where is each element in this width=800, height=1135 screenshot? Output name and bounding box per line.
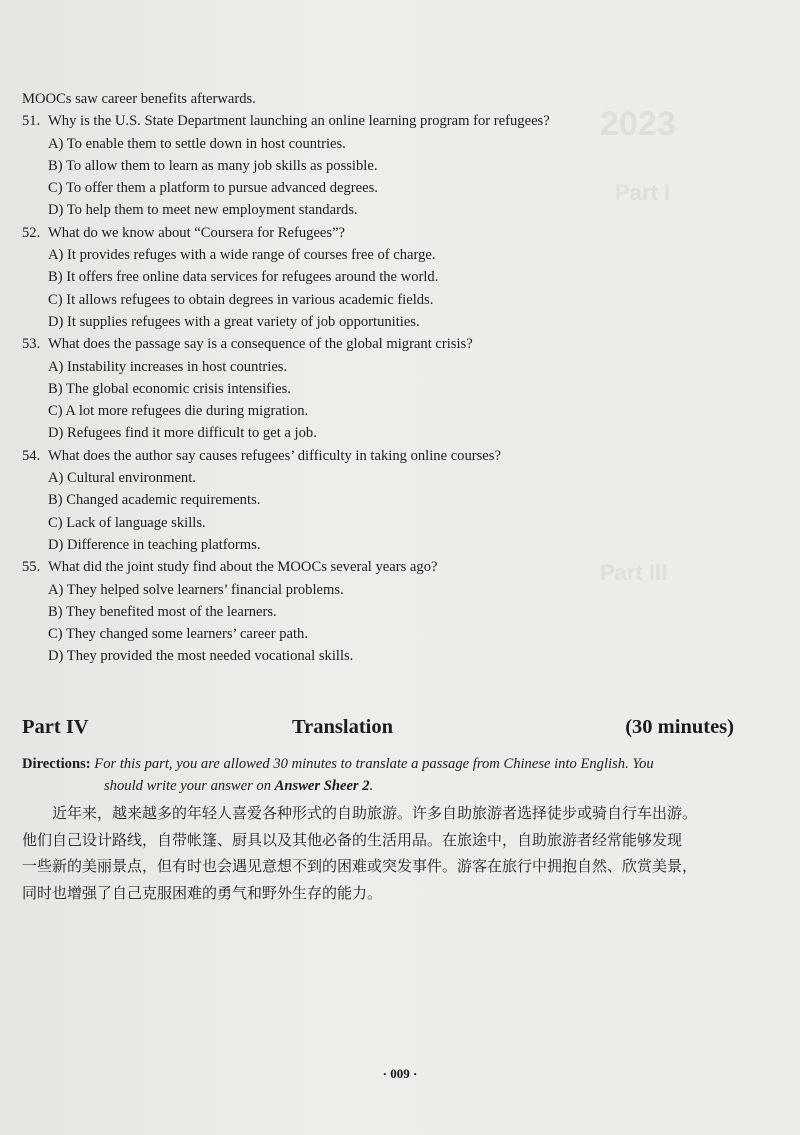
option: D) Refugees find it more difficult to get a job. (48, 425, 317, 442)
passage-line: 一些新的美丽景点，但有时也会遇见意想不到的困难或突发事件。游客在旅行中拥抱自然、欣赏美景， (22, 857, 698, 875)
option: B) The global economic crisis intensifies. (48, 380, 291, 397)
passage-line: 他们自己设计路线，自带帐篷、厨具以及其他必备的生活用品。在旅途中，自助旅游者经常能够发现 (22, 830, 683, 849)
page-number: · 009 · (382, 1066, 418, 1081)
directions-label: Directions: (22, 756, 91, 772)
option: D) It supplies refugees with a great variety of job opportunities. (48, 313, 420, 330)
option: C) It allows refugees to obtain degrees in various academic fields. (48, 291, 434, 308)
question-51: 51. Why is the U.S. State Department launching an online learning program for refugees? (22, 113, 550, 130)
part-title: Translation (292, 716, 393, 738)
option: A) It provides refuges with a wide range of courses free of charge. (48, 247, 436, 264)
passage-line: 近年来，越来越多的年轻人喜爱各种形式的自助旅游。许多自助旅游者选择徒步或骑自行车出游。 (22, 804, 698, 822)
option: A) Cultural environment. (48, 470, 196, 487)
directions (22, 753, 734, 797)
directions-text-cont: should write your answer on Answer Sheer 2. (104, 778, 374, 794)
option: C) They changed some learners’ career path. (48, 626, 308, 643)
directions-text: For this part, you are allowed 30 minutes to translate a passage from Chinese into English. You (94, 756, 654, 772)
bleed-through-text: 2023 (600, 105, 676, 143)
question-53: 53. What does the passage say is a consequence of the global migrant crisis? (22, 336, 473, 353)
part-heading (22, 712, 734, 742)
option: B) It offers free online data services for refugees around the world. (48, 269, 439, 286)
answer-sheet-ref: Answer Sheer 2 (274, 778, 370, 794)
bleed-through-text: Part I (615, 180, 671, 205)
option: A) Instability increases in host countries. (48, 358, 288, 375)
option: B) To allow them to learn as many job skills as possible. (48, 157, 378, 174)
option: B) Changed academic requirements. (48, 492, 261, 509)
chinese-passage (22, 800, 738, 906)
option: C) Lack of language skills. (48, 514, 206, 531)
option: A) To enable them to settle down in host countries. (48, 135, 346, 152)
option: A) They helped solve learners’ financial problems. (48, 581, 344, 598)
part-time: (30 minutes) (625, 716, 734, 738)
option: D) Difference in teaching platforms. (48, 536, 261, 553)
option: D) To help them to meet new employment standards. (48, 202, 358, 219)
option: D) They provided the most needed vocational skills. (48, 648, 354, 665)
questions-section (22, 88, 734, 668)
bleed-through-text: Part III (600, 560, 668, 585)
option: C) To offer them a platform to pursue advanced degrees. (48, 180, 378, 197)
question-55: 55. What did the joint study find about the MOOCs several years ago? (22, 559, 438, 576)
option: C) A lot more refugees die during migration. (48, 403, 309, 420)
question-54: 54. What does the author say causes refugees’ difficulty in taking online courses? (22, 447, 501, 464)
text-line: MOOCs saw career benefits afterwards. (22, 91, 256, 107)
question-52: 52. What do we know about “Coursera for Refugees”? (22, 224, 346, 241)
part-label: Part IV (22, 716, 89, 738)
passage-line: 同时也增强了自己克服困难的勇气和野外生存的能力。 (22, 883, 383, 902)
option: B) They benefited most of the learners. (48, 603, 277, 620)
